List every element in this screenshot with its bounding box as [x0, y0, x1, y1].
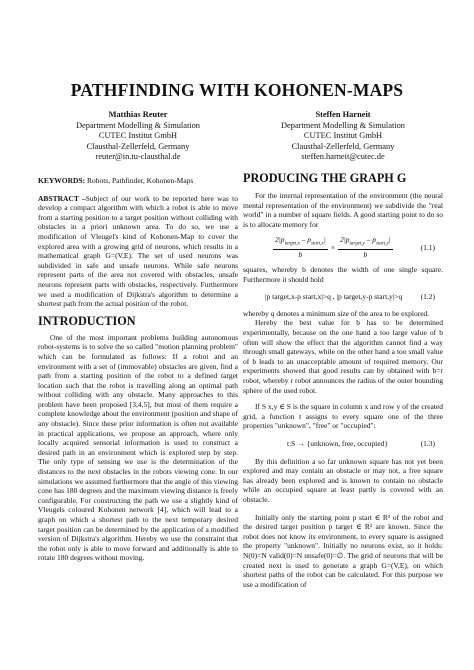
- abstract-label: ABSTRACT –: [38, 193, 86, 203]
- paper-title: PATHFINDING WITH KOHONEN-MAPS: [70, 80, 404, 100]
- graph-paragraph-3: whereby q denotes a minimum size of the area to be explored.: [243, 308, 430, 318]
- author-department: Department Modelling & Simulation: [76, 120, 200, 130]
- equation-1-2: [243, 292, 443, 302]
- equation-1-2-body: |p target,x-p start,x|>q , |p target,y-p start,y|>q: [265, 292, 403, 302]
- author-city: Clausthal-Zellerfeld, Germany: [86, 141, 190, 151]
- graph-paragraph-1: For the internal representation of the environment (the neural mental representation of the environment) we subdivide the "real world" in a number of square fields. A good starting point to do so is to allocate memory for: [243, 191, 443, 229]
- keywords: [38, 176, 238, 186]
- keywords-text: Robots, Pathfinder, Kohonen-Maps: [85, 176, 194, 185]
- equation-1-1: $\frac{2|p_{target,x} - p_{start,x}|}{b}$ × $\frac{2|p_{target,y} - p_{start,y}|}{b}$ (1.1): [243, 235, 443, 260]
- abstract-text: Subject of our work to be reported here was to develop a compact algorithm with which a robot is able to move from a starting position to a target position without colliding with obstacles in a priori unknown area. To do so, we use a modification of Vleugel's kind of Kohonen-Map to cover the explored area with a growing grid of neurons, which results in a mathematical graph G=(V,E). The set of used neurons was subdivided in safe and unsafe neurons. While safe neurons represent parts of the area not covered with obstacles, unsafe neurons represent parts with obstacles, respectively. Furthermore we used a modification of Dijkstra's algorithm to determine a shortest path from the actual position of the robot.: [38, 193, 238, 309]
- author-institute: CUTEC Institut GmbH: [98, 131, 178, 140]
- graph-paragraph-2: squares, whereby b denotes the width of one single square. Furthermore it should hold: [243, 265, 443, 284]
- author-block-left: [38, 110, 238, 163]
- section-heading-graph: PRODUCING THE GRAPH G: [243, 171, 407, 185]
- keywords-label: KEYWORDS:: [38, 176, 86, 185]
- author-name: Steffen Harneit: [315, 110, 371, 119]
- author-institute: CUTEC Institut GmbH: [303, 131, 383, 140]
- graph-paragraph-4: Hereby the best value for b has to be determined experimentally, because on the one hand a too large value of b often will show the effect that the algorithm cannot find a way through small gateways, while on the other hand a too small value of b leads to an unacceptable amount of required memory. Our experiments showed that good results can by obtained with b=r robot, whereby r robot announces the radius of the outer bounding sphere of the used robot.: [243, 318, 443, 395]
- equation-1-3: [243, 439, 443, 449]
- equation-1-3-body: t:S → {unknown, free, occupied}: [287, 438, 388, 448]
- author-city: Clausthal-Zellerfeld, Germany: [291, 141, 395, 151]
- equation-1-1-fraction-left: $\frac{2|p_{target,x} - p_{start,x}|}{b}$: [275, 235, 326, 260]
- section-heading-introduction: INTRODUCTION: [38, 313, 136, 328]
- graph-paragraph-6: By this definition a so far unknown square has not yet been explored and may contain an obstacle or may not, a free square has already been explored and is known to contain no obstacle while an occupied square at least partly is covered with an obstacle.: [243, 456, 443, 504]
- graph-paragraph-5: If S x,y ∈ S is the square in column x and row y of the created grid, a function t assigns to every square one of the three properties "unknown", "free" or "occupied":: [243, 402, 443, 431]
- author-email: reuter@in.tu-clausthal.de: [95, 152, 181, 161]
- abstract: [38, 194, 238, 309]
- author-department: Department Modelling & Simulation: [281, 120, 405, 130]
- author-name: Matthias Reuter: [108, 110, 168, 119]
- equation-number: (1.2): [420, 292, 435, 302]
- right-column: [243, 170, 443, 589]
- graph-paragraph-7: Initially only the starting point p start ∈ R² of the robot and the desired target position p target ∈ R² are known. Since the robot does not know its environment, to every square is assigned the property "unknown". Initially no neurons exist, so it holds: N(0)=N valid(0)=N unsafe(0)=∅. The grid of neurons that will be created next is used to generate a graph G=(V,E), on which shortest paths of the robot can be calculated. For this purpose we use a modification of: [243, 512, 443, 589]
- equation-1-1-fraction-right: $\frac{2|p_{target,y} - p_{start,y}|}{b}$: [339, 235, 391, 260]
- author-block-right: [243, 110, 443, 163]
- equation-number: (1.3): [420, 438, 435, 448]
- left-column: [38, 176, 238, 563]
- author-email: steffen.harneit@cutec.de: [301, 152, 385, 161]
- introduction-paragraph: One of the most important problems building autonomous robot-systems is to solve the so called "motion planning problem" which can be formulated as follows: If a robot and an environment with a set of (immovable) obstacles are given, find a path from a starting position of the robot to a defined target location such that the robot is travelling along an optimal path without colliding with any obstacle. Many approaches to this problem have been proposed [3,4,5], but most of them require a complete knowledge about the environment (position and shape of any obstacle). Since these prior information is often not available in practical applications, we propose an approach, where only locally acquired sensorial information is used to construct a desired path in an environment which is explored step by step. The only type of sensing we use is the determination of the distances to the next obstacles in the robots viewing cone. In our simulations we assumed furthermore that the angle of this viewing cone has 180 degrees and the maximum viewing distance is freely configurable. For constructing the path we use a slightly kind of Vleugels coloured Kohonen network [4], which will lead to a graph on which a shortest path to the next temporary desired target position can be determined by the application of a modified version of Dijkstra's algorithm. Hereby we use the constraint that the robot only is able to move forward and additionally is able to rotate 180 degrees without moving.: [38, 332, 238, 563]
- equation-number: (1.1): [420, 242, 435, 252]
